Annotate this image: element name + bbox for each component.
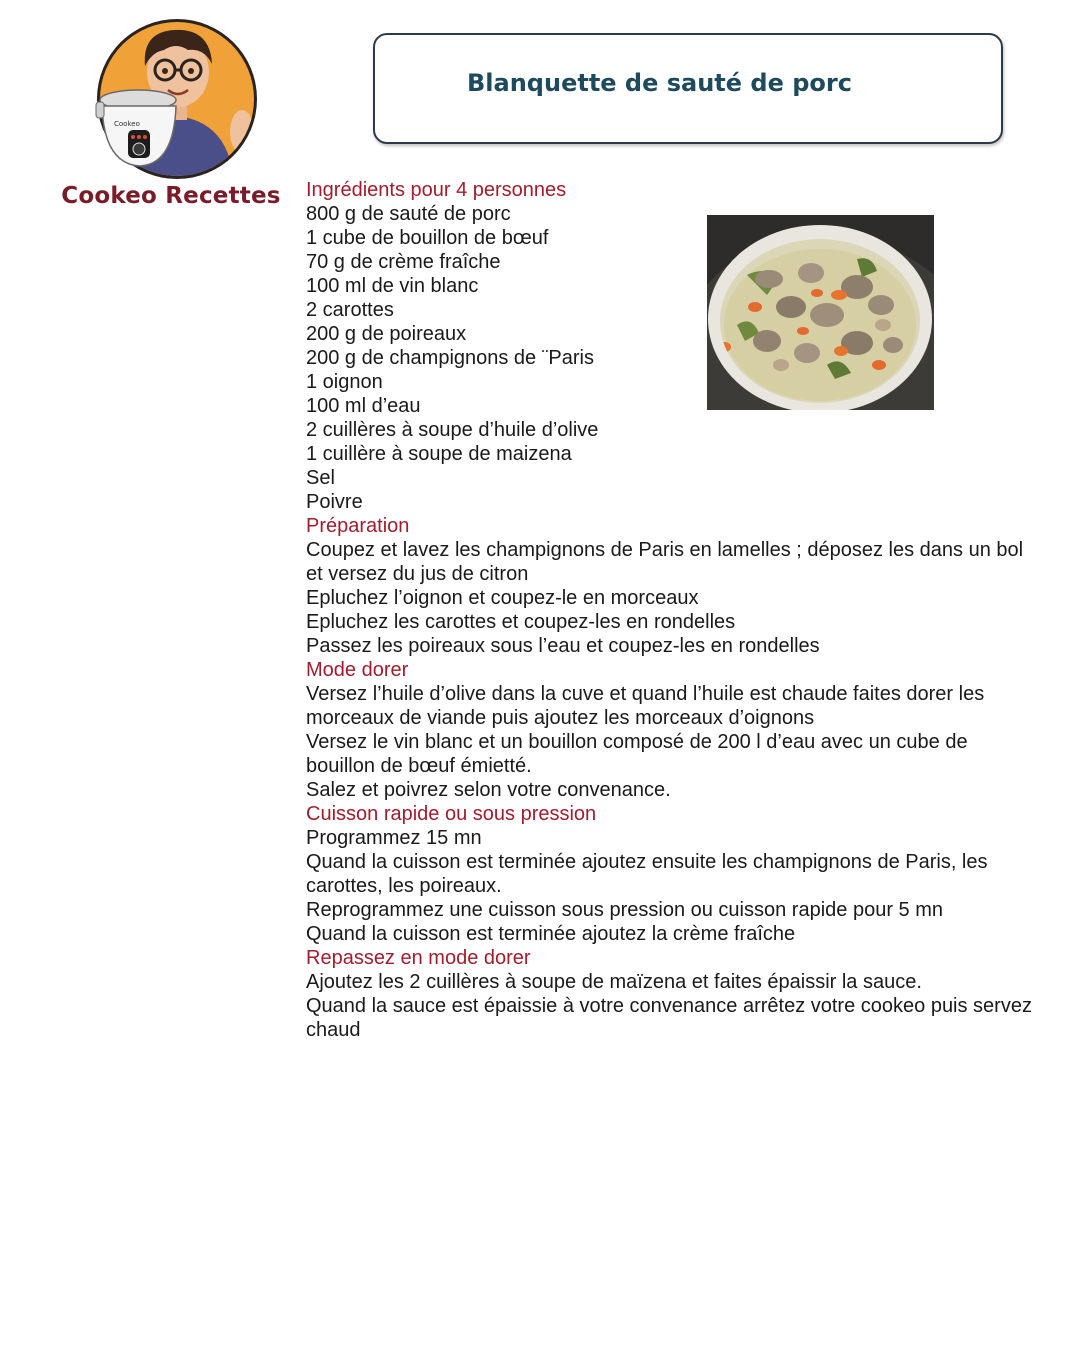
step-line: Quand la sauce est épaissie à votre convenance arrêtez votre cookeo puis servez chaud: [306, 995, 1032, 1041]
step-line: Salez et poivrez selon votre convenance.: [306, 779, 671, 801]
ingredient-item: 1 cuillère à soupe de maizena: [306, 443, 572, 465]
ingredient-item: Poivre: [306, 491, 363, 513]
title-box: [373, 33, 1003, 144]
step-line: Programmez 15 mn: [306, 827, 482, 849]
step-line: Versez l’huile d’olive dans la cuve et quand l’huile est chaude faites dorer les morceaux de viande puis ajoutez les morceaux d’oignons: [306, 683, 985, 729]
ingredient-item: 1 cube de bouillon de bœuf: [306, 227, 549, 249]
section-heading-repassez: Repassez en mode dorer: [306, 947, 531, 969]
page-title: Blanquette de sauté de porc: [467, 69, 852, 97]
step-line: Coupez et lavez les champignons de Paris en lamelles ; déposez les dans un bol et versez du jus de citron: [306, 539, 1024, 585]
section-heading-mode-dorer: Mode dorer: [306, 659, 409, 681]
ingredient-item: 100 ml d’eau: [306, 395, 421, 417]
step-line: Epluchez l’oignon et coupez-le en morceaux: [306, 587, 699, 609]
svg-text:Cookeo: Cookeo: [114, 120, 140, 128]
ingredient-item: 70 g de crème fraîche: [306, 251, 501, 273]
ingredient-item: 100 ml de vin blanc: [306, 275, 479, 297]
step-line: Versez le vin blanc et un bouillon composé de 200 l d’eau avec un cube de bouillon de bœuf émietté.: [306, 731, 968, 777]
section-heading-cuisson: Cuisson rapide ou sous pression: [306, 803, 597, 825]
ingredient-item: 200 g de poireaux: [306, 323, 467, 345]
step-line: Epluchez les carottes et coupez-les en rondelles: [306, 611, 736, 633]
cookeo-logo-icon: [92, 14, 262, 184]
step-line: Quand la cuisson est terminée ajoutez ensuite les champignons de Paris, les carottes, les poireaux.: [306, 851, 988, 897]
dish-photo: [707, 215, 934, 410]
ingredient-item: 2 carottes: [306, 299, 394, 321]
step-line: Quand la cuisson est terminée ajoutez la crème fraîche: [306, 923, 796, 945]
step-line: Passez les poireaux sous l’eau et coupez-les en rondelles: [306, 635, 820, 657]
ingredient-item: Sel: [306, 467, 335, 489]
ingredient-item: 2 cuillères à soupe d’huile d’olive: [306, 419, 599, 441]
brand-name: Cookeo Recettes: [61, 183, 281, 209]
ingredient-item: 1 oignon: [306, 371, 383, 393]
step-line: Reprogrammez une cuisson sous pression ou cuisson rapide pour 5 mn: [306, 899, 944, 921]
section-heading-preparation: Préparation: [306, 515, 410, 537]
ingredient-item: 800 g de sauté de porc: [306, 203, 511, 225]
step-line: Ajoutez les 2 cuillères à soupe de maïzena et faites épaissir la sauce.: [306, 971, 922, 993]
ingredient-item: 200 g de champignons de ¨Paris: [306, 347, 594, 369]
section-heading-ingredients: Ingrédients pour 4 personnes: [306, 179, 567, 201]
